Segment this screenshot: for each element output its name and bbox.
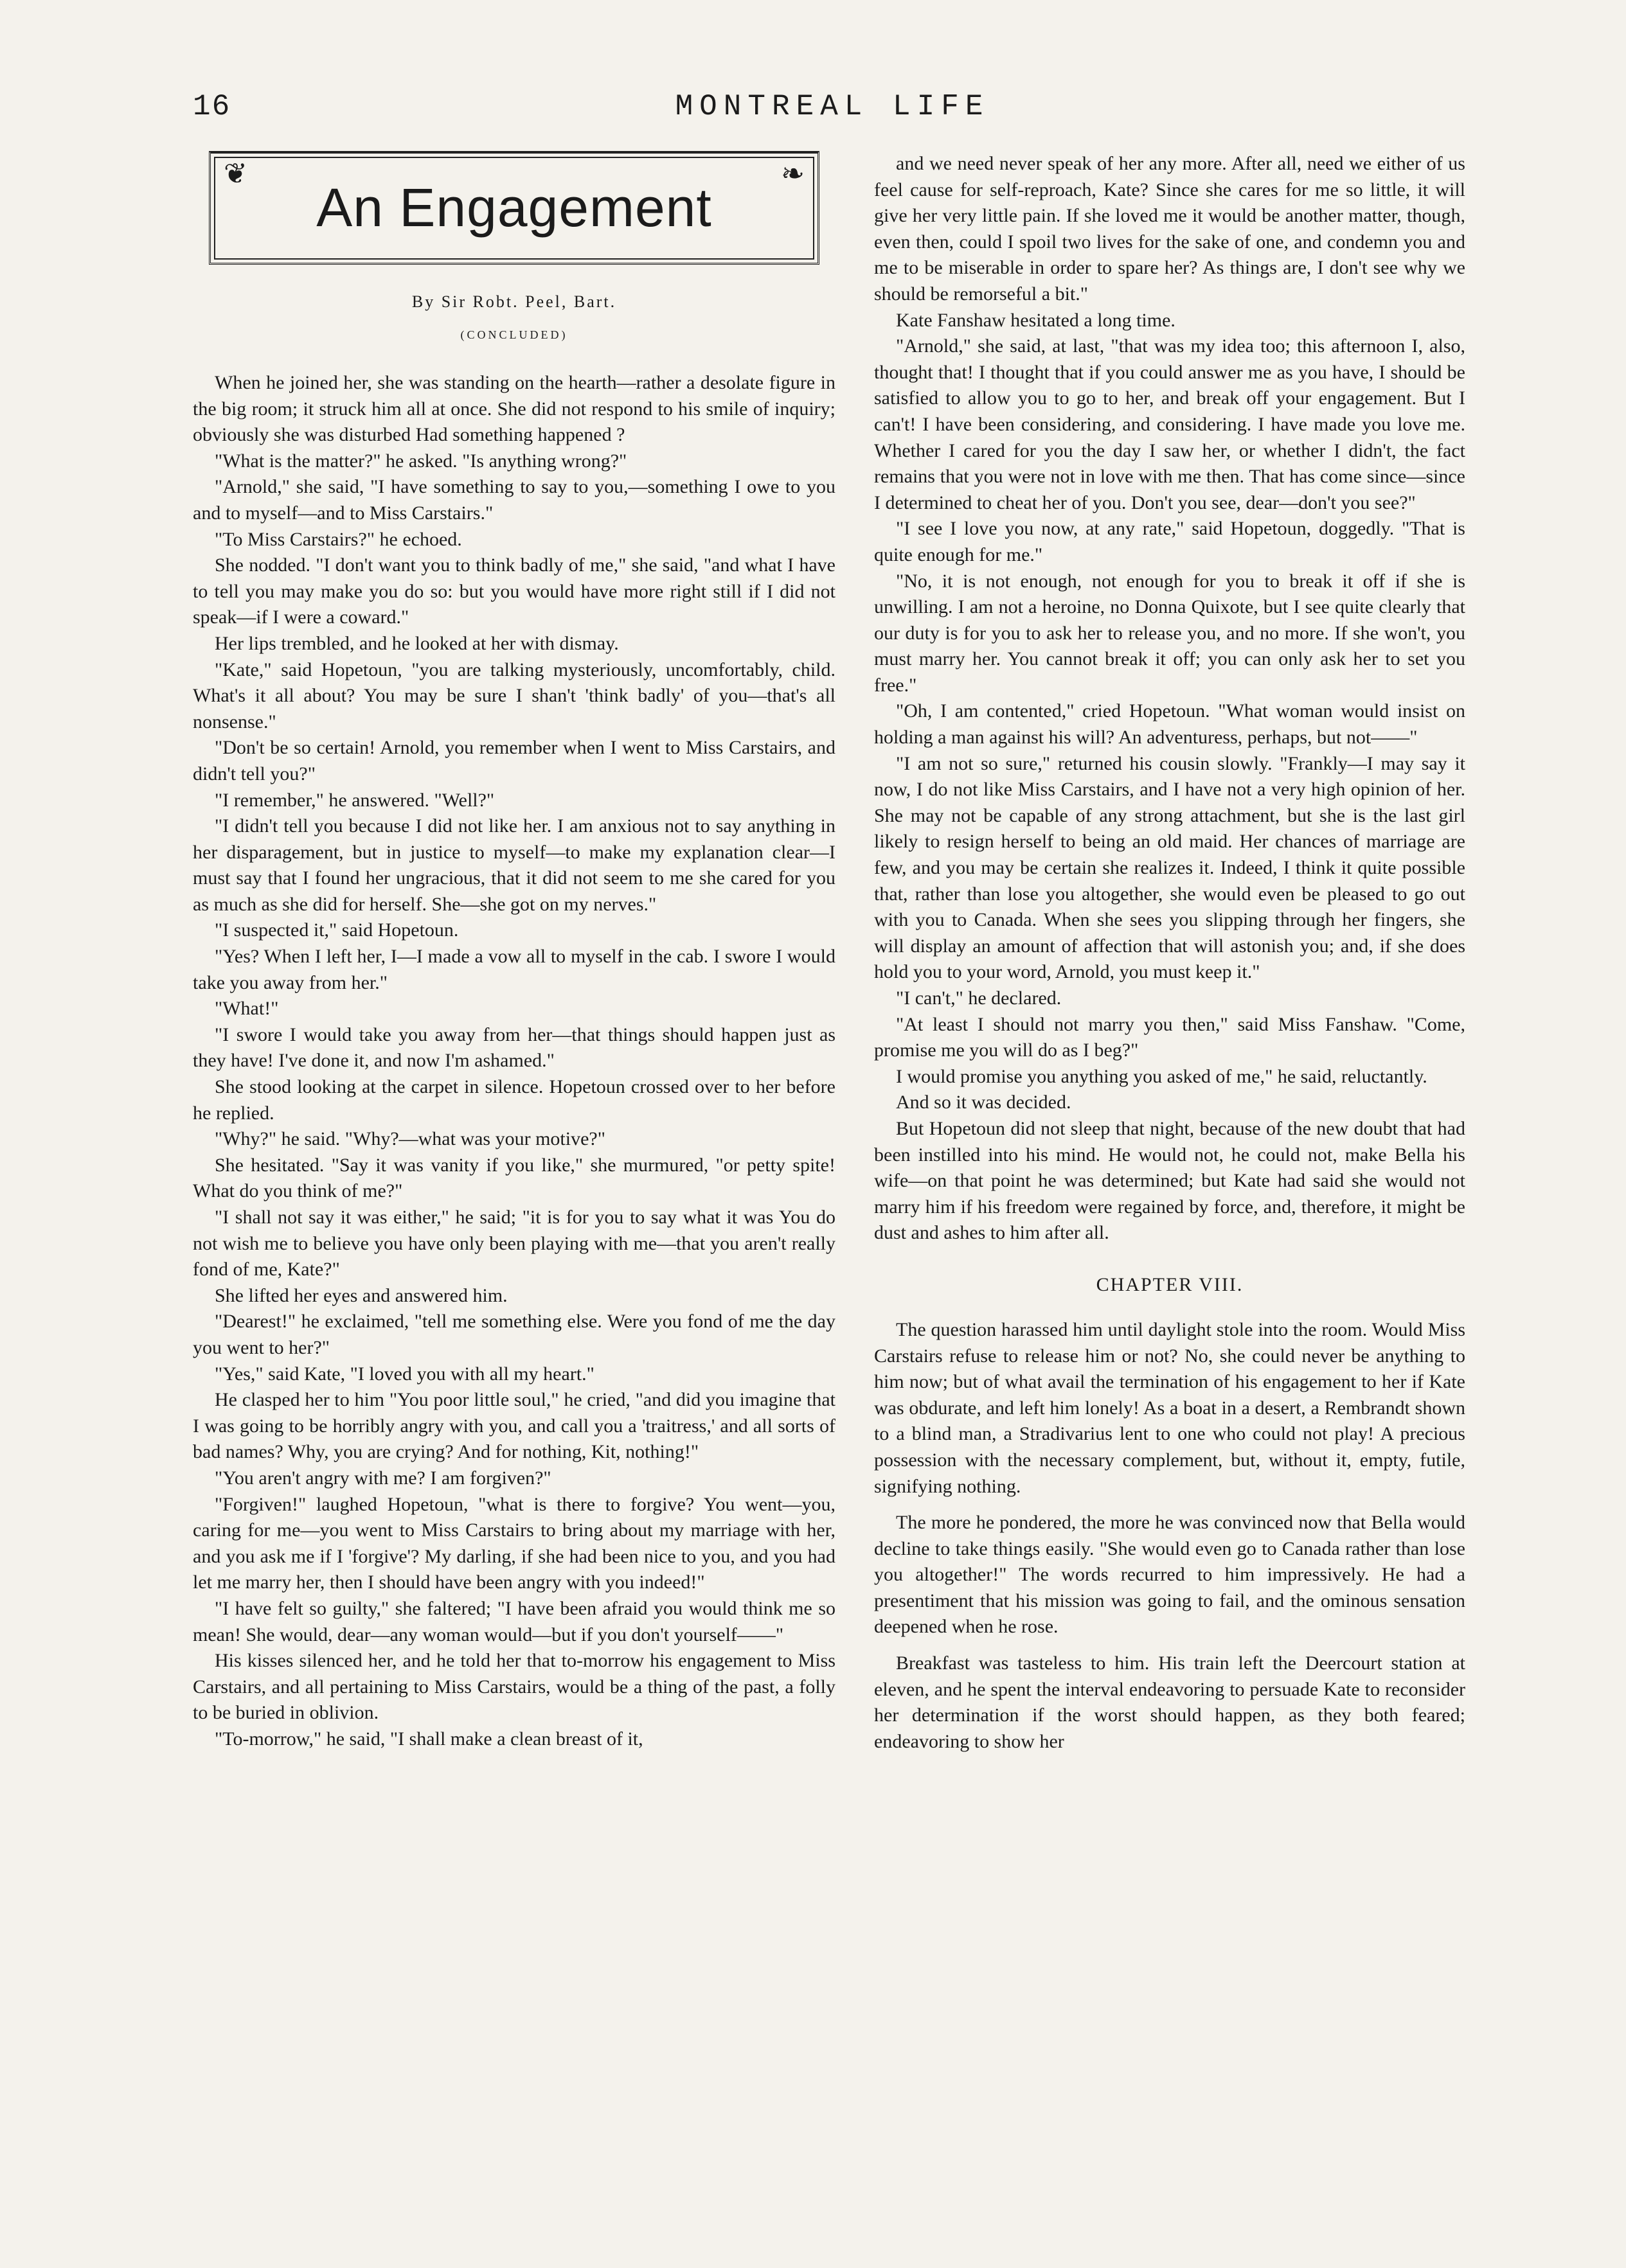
paragraph: She lifted her eyes and answered him. [215, 1284, 508, 1306]
paragraph: "I have felt so guilty," she faltered; "I have been afraid you would think me so mean! She would, dear—any woman would—but if you don't yourself——" [193, 1597, 835, 1645]
paragraph: "I see I love you now, at any rate," said Hopetoun, doggedly. "That is quite enough for me." [874, 518, 1465, 565]
paragraph: "You aren't angry with me? I am forgiven?" [215, 1467, 551, 1489]
paragraph: "I remember," he answered. "Well?" [215, 789, 495, 811]
paragraph: "Arnold," she said, "I have something to say to you,—something I owe to you and to myself—and to Miss Carstairs." [193, 476, 835, 524]
paragraph: "To Miss Carstairs?" he echoed. [215, 528, 462, 550]
chapter-text [874, 1317, 1465, 1755]
leaf-ornament-icon: ❦ [224, 158, 247, 190]
paragraph: The more he pondered, the more he was convinced now that Bella would decline to take things easily. "She would even go to Canada rather than lose you altogether!" The words recurred to him impressively. He had a presentiment that his mission was going to fail, and the ominous sensation deepened when he rose. [874, 1512, 1465, 1638]
leaf-ornament-icon: ❧ [781, 158, 805, 190]
paragraph: and we need never speak of her any more. After all, need we either of us feel cause for self-reproach, Kate? Since she cares for me so little, it will give her very little pain. If she loved me it would be another matter, though, even then, could I spoil two lives for the sake of one, and condemn you and me to be miserable in order to spare her? As things are, I don't see why we should be remorseful a bit." [874, 153, 1465, 305]
paragraph: She nodded. "I don't want you to think badly of me," she said, "and what I have to tell you may make you do so: but you would have more right still if I did not speak—if I were a coward." [193, 554, 835, 628]
right-column [874, 151, 1465, 1755]
paragraph: "Why?" he said. "Why?—what was your motive?" [215, 1128, 605, 1150]
paragraph: "What is the matter?" he asked. "Is anything wrong?" [215, 450, 627, 472]
paragraph: "I can't," he declared. [896, 988, 1062, 1009]
paragraph: "I suspected it," said Hopetoun. [215, 919, 459, 941]
left-text [193, 370, 835, 1752]
paragraph: And so it was decided. [896, 1092, 1071, 1113]
running-title: MONTREAL LIFE [675, 90, 990, 123]
paragraph: "I am not so sure," returned his cousin slowly. "Frankly—I may say it now, I do not like Miss Carstairs, and I have not a very high opinion of her. She may not be capable of any strong attachment, but she is the last girl likely to resign herself to being an old maid. Her chances of marriage are few, and you may be certain she realizes it. Indeed, I think it quite possible that, rather than lose you altogether, she would even be pleased to go out with you to Canada. When she sees you slipping through her fingers, she will display an amount of affection that will astonish you; and, if she does hold you to your word, Arnold, you must keep it." [874, 752, 1465, 983]
paragraph: "Arnold," she said, at last, "that was my idea too; this afternoon I, also, thought that! I thought that if you could answer me as you have, I should be satisfied to allow you to go to her, and break off your engagement. But I can't! I have been considering, and considering. I have made you love me. Whether I cared for you the day I saw her, or whether I didn't, the fact remains that you were not in love with me then. That has come since—since I determined to cheat her of you. Don't you see, dear—don't you see?" [874, 335, 1465, 513]
paragraph: She stood looking at the carpet in silence. Hopetoun crossed over to her before he replied. [193, 1076, 835, 1124]
paragraph: But Hopetoun did not sleep that night, because of the new doubt that had been instilled into his mind. He would not, he could not, make Bella his wife—on that point he was determined; but Kate had said she would not marry him if his freedom were regained by force, and, therefore, it might be dust and ashes to him after all. [874, 1117, 1465, 1244]
paragraph: The question harassed him until daylight stole into the room. Would Miss Carstairs refuse to release him or not? No, she could never be anything to him now; but of what avail the termination of his engagement to her if Kate was obdurate, and left him lonely! As a boat in a desert, a Rembrandt shown to a blind man, a Stradivarius lent to one who could not play! A precious possession with the necessary complement, but, without it, empty, futile, signifying nothing. [874, 1318, 1465, 1497]
paragraph: "What!" [215, 998, 279, 1020]
page-number: 16 [193, 90, 231, 123]
paragraph: "Oh, I am contented," cried Hopetoun. "What woman would insist on holding a man against his will? An adventuress, perhaps, but not——" [874, 700, 1465, 749]
paragraph: "Dearest!" he exclaimed, "tell me something else. Were you fond of me the day you went to her?" [193, 1311, 835, 1358]
concluded-note: (CONCLUDED) [460, 328, 568, 341]
paragraph: He clasped her to him "You poor little soul," he cried, "and did you imagine that I was going to be horribly angry with you, and call you a 'traitress,' and all sorts of bad names? Why, you are crying? And for nothing, Kit, nothing!" [193, 1389, 835, 1463]
paragraph: "No, it is not enough, not enough for you to break it off if she is unwilling. I am not a heroine, no Donna Quixote, but I see quite clearly that our duty is for you to ask her to release you, and no more. If she won't, you must marry her. You cannot break it off; you can only ask her to set you free." [874, 570, 1465, 696]
paragraph: "I swore I would take you away from her—that things should happen just as they have! I've done it, and now I'm ashamed." [193, 1023, 835, 1072]
paragraph: "I didn't tell you because I did not like her. I am anxious not to say anything in her disparagement, but in justice to myself—to make my explanation clear—I must say that I found her ungracious, that it did not seem to me she cared for you as much as she did for herself. She—she got on my nerves." [193, 815, 835, 915]
paragraph: "Forgiven!" laughed Hopetoun, "what is there to forgive? You went—you, caring for me—you went to Miss Carstairs to bring about my marriage with her, and you ask me if I 'forgive'? My darling, if she had been nice to you, and you had let me marry her, then I should have been angry with you indeed!" [193, 1493, 835, 1593]
byline: By Sir Robt. Peel, Bart. [411, 292, 617, 311]
paragraph: I would promise you anything you asked of me," he said, reluctantly. [896, 1065, 1427, 1087]
paragraph: "Yes," said Kate, "I loved you with all my heart." [215, 1363, 594, 1385]
page-header [193, 90, 1472, 135]
paragraph: His kisses silenced her, and he told her that to-morrow his engagement to Miss Carstairs, and all pertaining to Miss Carstairs, would be a thing of the past, a folly to be buried in oblivion. [193, 1650, 835, 1724]
paragraph: "At least I should not marry you then," said Miss Fanshaw. "Come, promise me you will do as I beg?" [874, 1013, 1465, 1061]
paragraph: She hesitated. "Say it was vanity if you like," she murmured, "or petty spite! What do you think of me?" [193, 1154, 835, 1202]
paragraph: "Kate," said Hopetoun, "you are talking mysteriously, uncomfortably, child. What's it all about? You may be sure I shan't 'think badly' of you—that's all nonsense." [193, 659, 835, 732]
story-title: An Engagement [316, 177, 712, 238]
left-column [193, 151, 835, 1752]
paragraph: "I shall not say it was either," he said; "it is for you to say what it was You do not wish me to believe you have only been playing with me—that you aren't really fond of me, Kate?" [193, 1207, 835, 1280]
paragraph: "Yes? When I left her, I—I made a vow all to myself in the cab. I swore I would take you away from her." [193, 946, 835, 993]
paragraph: "To-morrow," he said, "I shall make a clean breast of it, [215, 1728, 643, 1750]
chapter-heading: CHAPTER VIII. [1096, 1273, 1244, 1295]
paragraph: Kate Fanshaw hesitated a long time. [896, 309, 1175, 331]
paragraph: Breakfast was tasteless to him. His train left the Deercourt station at eleven, and he spent the interval endeavoring to persuade Kate to reconsider her determination if the worst should happen, as they both feared; endeavoring to show her [874, 1652, 1465, 1752]
paragraph: When he joined her, she was standing on the hearth—rather a desolate figure in the big room; it struck him all at once. She did not respond to his smile of inquiry; obviously she was disturbed Had something happened ? [193, 372, 835, 446]
title-box [209, 151, 819, 265]
paragraph: "Don't be so certain! Arnold, you remember when I went to Miss Carstairs, and didn't tell you?" [193, 737, 835, 784]
paragraph: Her lips trembled, and he looked at her with dismay. [215, 632, 619, 654]
right-text [874, 151, 1465, 1246]
